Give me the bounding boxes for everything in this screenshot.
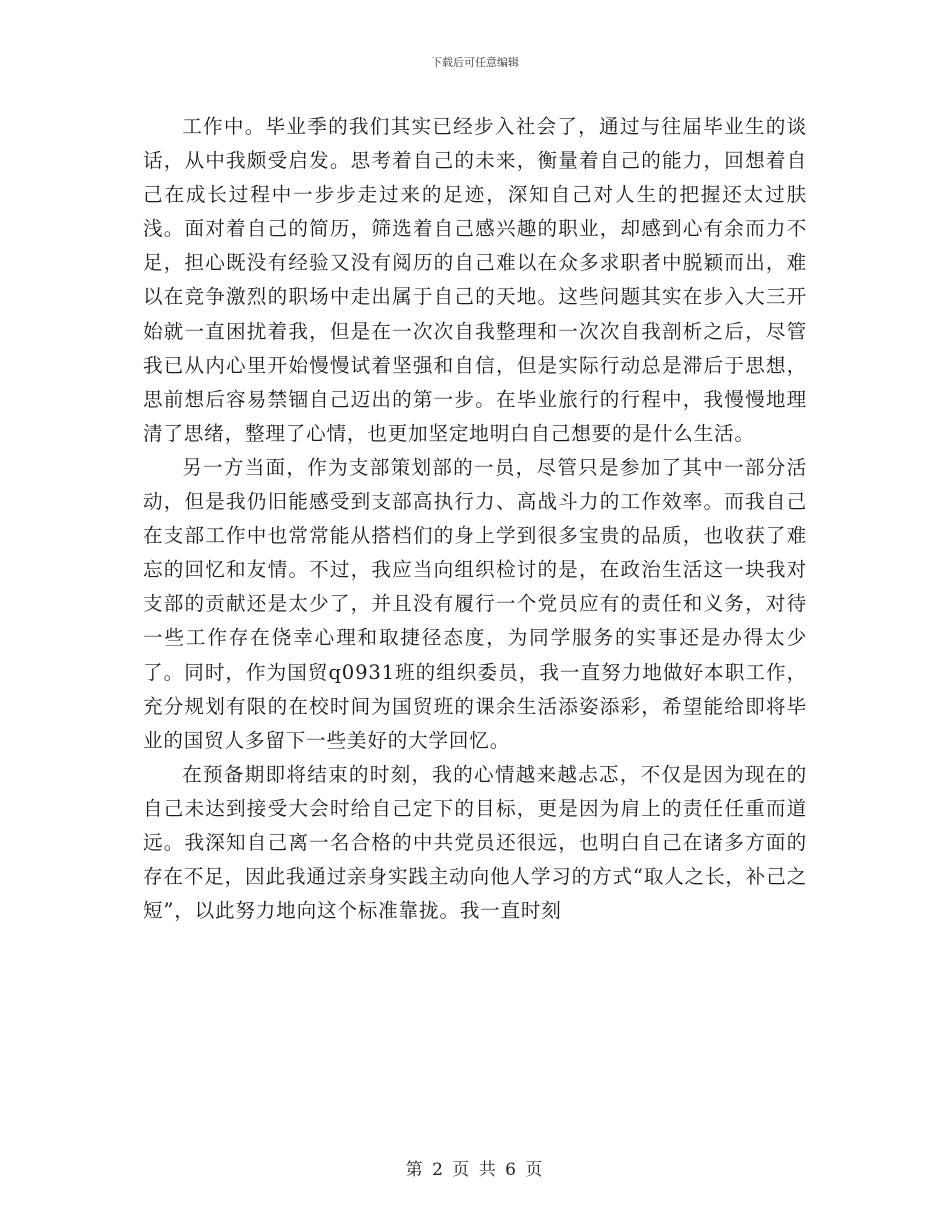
paragraph-3: 在预备期即将结束的时刻，我的心情越来越忐忑，不仅是因为现在的自己未达到接受大会时给自己定下的目标，更是因为肩上的责任任重而道远。我深知自己离一名合格的中共党员还很远，也明白自己在诸多方面的存在不足，因此我通过亲身实践主动向他人学习的方式“取人之长，补己之短”，以此努力地向这个标准靠拢。我一直时刻 [143,762,807,923]
document-body [143,110,807,928]
paragraph-1: 工作中。毕业季的我们其实已经步入社会了，通过与往届毕业生的谈话，从中我颇受启发。思考着自己的未来，衡量着自己的能力，回想着自己在成长过程中一步步走过来的足迹，深知自己对人生的把握还太过肤浅。面对着自己的简历，筛选着自己感兴趣的职业，却感到心有余而力不足，担心既没有经验又没有阅历的自己难以在众多求职者中脱颖而出，难以在竞争激烈的职场中走出属于自己的天地。这些问题其实在步入大三开始就一直困扰着我，但是在一次次自我整理和一次次自我剖析之后，尽管我已从内心里开始慢慢试着坚强和自信，但是实际行动总是滞后于思想，思前想后容易禁锢自己迈出的第一步。在毕业旅行的行程中，我慢慢地理清了思绪，整理了心情，也更加坚定地明白自己想要的是什么生活。 [143,115,807,445]
page-number: 第 2 页 共 6 页 [405,1160,545,1180]
page-footer [0,1155,950,1180]
page-header [0,54,950,70]
header-note: 下载后可任意编辑 [431,56,519,69]
paragraph-2: 另一方当面，作为支部策划部的一员，尽管只是参加了其中一部分活动，但是我仍旧能感受到支部高执行力、高战斗力的工作效率。而我自己在支部工作中也常常能从搭档们的身上学到很多宝贵的品质，也收获了难忘的回忆和友情。不过，我应当向组织检讨的是，在政治生活这一块我对支部的贡献还是太少了，并且没有履行一个党员应有的责任和义务，对待一些工作存在侥幸心理和取捷径态度，为同学服务的实事还是办得太少了。同时，作为国贸q0931班的组织委员，我一直努力地做好本职工作，充分规划有限的在校时间为国贸班的课余生活添姿添彩，希望能给即将毕业的国贸人多留下一些美好的大学回忆。 [143,455,807,752]
